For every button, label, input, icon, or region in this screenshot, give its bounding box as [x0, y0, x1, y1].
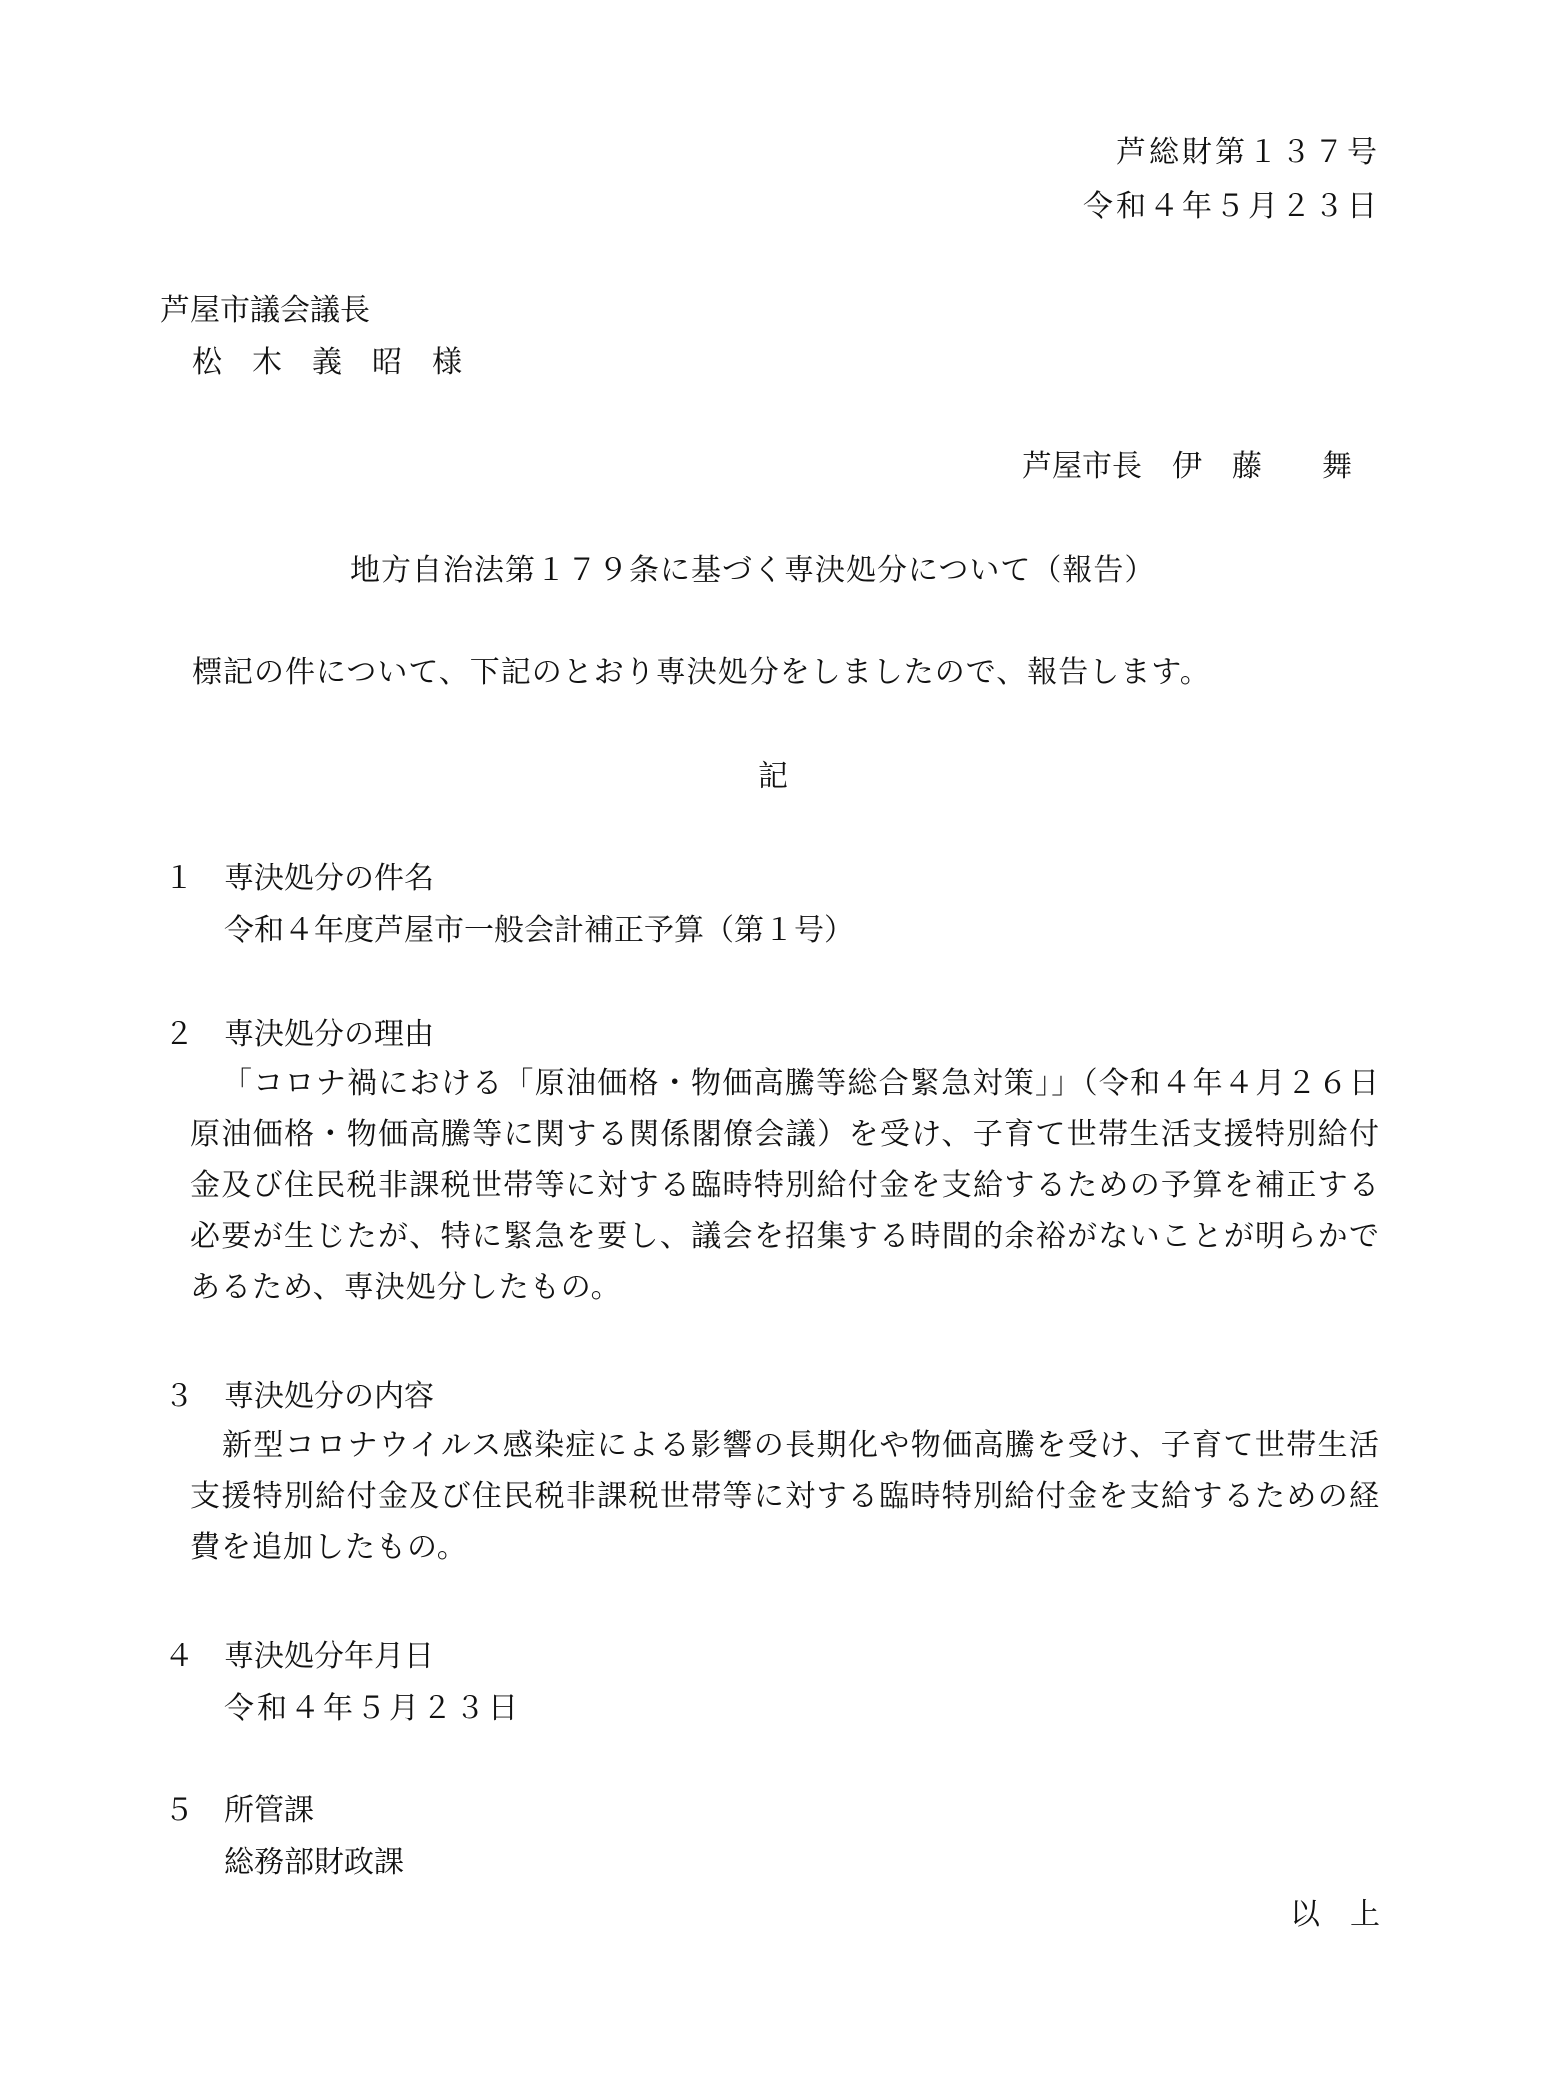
item-4-number: ４ — [164, 1639, 194, 1674]
item-3-number: ３ — [164, 1379, 194, 1414]
document-subject: 地方自治法第１７９条に基づく専決処分について（報告） — [350, 553, 1156, 588]
item-1-number: １ — [164, 861, 194, 896]
recipient-name: 松 木 義 昭 様 — [192, 345, 462, 380]
item-2-heading: 専決処分の理由 — [224, 1017, 434, 1052]
item-2-number: ２ — [164, 1017, 194, 1052]
closing-mark: 以 上 — [1290, 1897, 1380, 1932]
recipient-title: 芦屋市議会議長 — [160, 293, 370, 328]
ki-heading: 記 — [758, 759, 788, 794]
item-1-body: 令和４年度芦屋市一般会計補正予算（第１号） — [224, 913, 854, 948]
item-4-heading: 専決処分年月日 — [224, 1639, 434, 1674]
item-3-body: 新型コロナウイルス感染症による影響の長期化や物価高騰を受け、子育て世帯生活支援特別給付金及び住民税非課税世帯等に対する臨時特別給付金を支給するための経費を追加したもの。 — [190, 1428, 1380, 1565]
item-2-body: 「コロナ禍における「原油価格・物価高騰等総合緊急対策」」（令和４年４月２６日原油価格・物価高騰等に関する関係閣僚会議）を受け、子育て世帯生活支援特別給付金及び住民税非課税世帯等に対する臨時特別給付金を支給するための予算を補正する必要が生じたが、特に緊急を要し、議会を招集する時間的余裕がないことが明らかであるため、専決処分したもの。 — [190, 1066, 1380, 1305]
document-date: 令和４年５月２３日 — [1083, 189, 1380, 224]
item-3-heading: 専決処分の内容 — [224, 1379, 434, 1414]
intro-text: 標記の件について、下記のとおり専決処分をしましたので、報告します。 — [192, 655, 1211, 690]
sender-name: 芦屋市長 伊 藤 舞 — [1022, 449, 1352, 484]
item-5-body: 総務部財政課 — [224, 1845, 404, 1880]
item-4-body: 令和４年５月２３日 — [224, 1691, 521, 1726]
item-1-heading: 専決処分の件名 — [224, 861, 434, 896]
item-5-heading: 所管課 — [224, 1793, 314, 1828]
document-number: 芦総財第１３７号 — [1116, 135, 1380, 170]
item-5-number: ５ — [164, 1793, 194, 1828]
